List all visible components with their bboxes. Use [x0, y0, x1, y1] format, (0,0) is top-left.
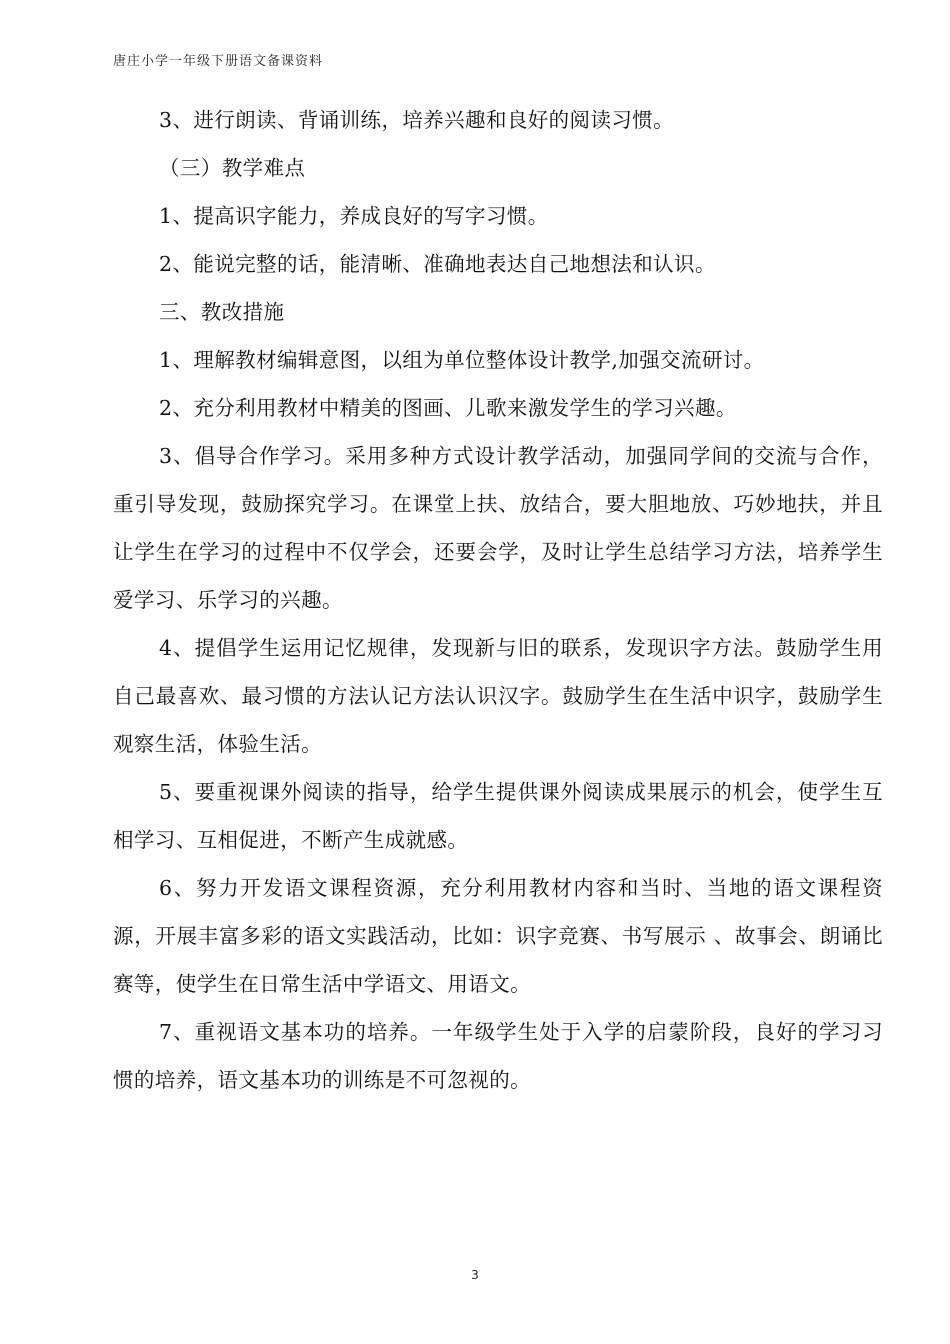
section-heading: （三）教学难点	[159, 156, 306, 180]
paragraph: 3、进行朗读、背诵训练，培养兴趣和良好的阅读习惯。	[159, 108, 675, 132]
page-header: 唐庄小学一年级下册语文备课资料	[113, 54, 324, 69]
paragraph: 5、要重视课外阅读的指导，给学生提供课外阅读成果展示的机会，使学生互相学习、互相促进，不断产生成就感。	[113, 780, 883, 852]
document-body	[113, 96, 883, 1104]
paragraph: 6、努力开发语文课程资源，充分利用教材内容和当时、当地的语文课程资源，开展丰富多彩的语文实践活动，比如：识字竞赛、书写展示 、故事会、朗诵比赛等，使学生在日常生活中学语文、用语文。	[113, 876, 883, 996]
paragraph: 4、提倡学生运用记忆规律，发现新与旧的联系，发现识字方法。鼓励学生用自己最喜欢、最习惯的方法认记方法认识汉字。鼓励学生在生活中识字，鼓励学生观察生活，体验生活。	[113, 636, 883, 756]
paragraph: 7、重视语文基本功的培养。一年级学生处于入学的启蒙阶段，良好的学习习惯的培养，语文基本功的训练是不可忽视的。	[113, 1020, 883, 1092]
paragraph: 2、能说完整的话，能清晰、准确地表达自己地想法和认识。	[159, 252, 716, 276]
paragraph: 2、充分利用教材中精美的图画、儿歌来激发学生的学习兴趣。	[159, 396, 737, 420]
paragraph: 1、理解教材编辑意图，以组为单位整体设计教学,加强交流研讨。	[159, 348, 765, 372]
page-number: 3	[471, 1268, 479, 1282]
paragraph: 3、倡导合作学习。采用多种方式设计教学活动，加强同学间的交流与合作，重引导发现，鼓励探究学习。在课堂上扶、放结合，要大胆地放、巧妙地扶，并且让学生在学习的过程中不仅学会，还要会学，及时让学生总结学习方法，培养学生爱学习、乐学习的兴趣。	[113, 444, 883, 612]
paragraph: 1、提高识字能力，养成良好的写字习惯。	[159, 204, 549, 228]
section-heading: 三、教改措施	[159, 300, 285, 324]
